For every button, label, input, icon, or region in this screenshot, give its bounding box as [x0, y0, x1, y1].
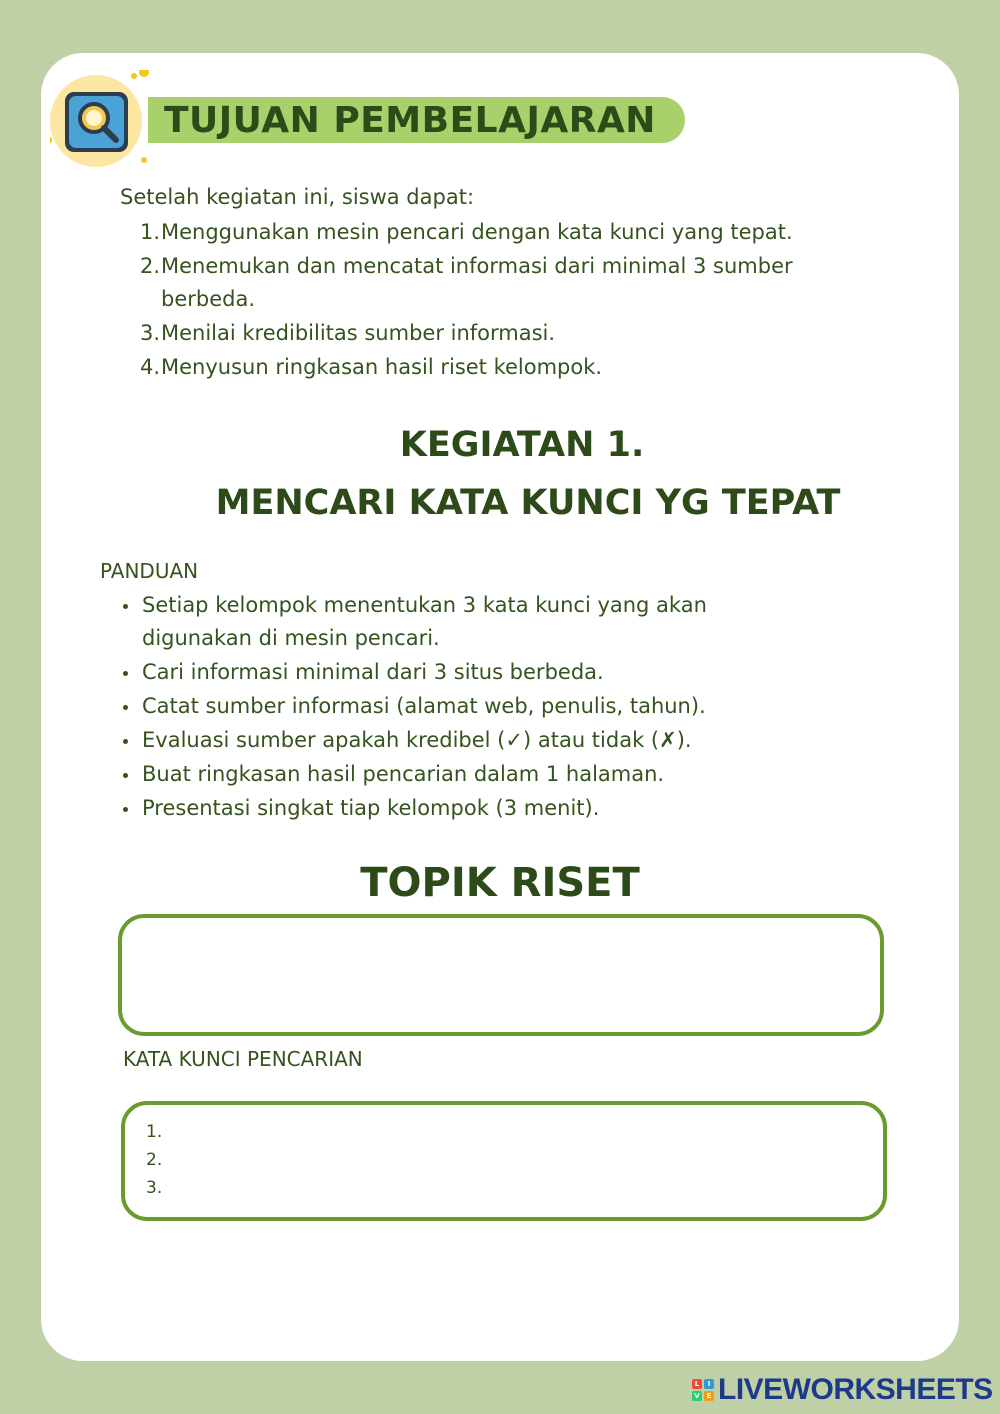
- activity-subtitle: MENCARI KATA KUNCI YG TEPAT: [215, 483, 841, 523]
- guide-label: PANDUAN: [100, 559, 199, 583]
- liveworksheets-logo-icon: L I V E: [692, 1379, 714, 1401]
- page-title: TUJUAN PEMBELAJARAN: [164, 100, 656, 141]
- keyword-line[interactable]: 1.: [146, 1122, 163, 1142]
- list-item: 1. Menggunakan mesin pencari dengan kata kunci yang tepat.: [140, 220, 793, 244]
- list-item: Buat ringkasan hasil pencarian dalam 1 halaman.: [120, 758, 820, 791]
- objectives-intro: Setelah kegiatan ini, siswa dapat:: [120, 185, 475, 209]
- keywords-label: KATA KUNCI PENCARIAN: [123, 1047, 363, 1071]
- list-item: Evaluasi sumber apakah kredibel (✓) atau tidak (✗).: [120, 724, 820, 757]
- keyword-line[interactable]: 2.: [146, 1150, 163, 1170]
- objectives-list: [120, 216, 890, 385]
- list-item: Catat sumber informasi (alamat web, penulis, tahun).: [120, 690, 820, 723]
- list-item: 3. Menilai kredibilitas sumber informasi.: [140, 321, 556, 345]
- list-item: 2. Menemukan dan mencatat informasi dari minimal 3 sumber berbeda.: [140, 254, 793, 311]
- list-item: Presentasi singkat tiap kelompok (3 menit).: [120, 792, 820, 825]
- list-item: Cari informasi minimal dari 3 situs berbeda.: [120, 656, 820, 689]
- topic-title: TOPIK RISET: [360, 860, 640, 906]
- activity-title: KEGIATAN 1.: [399, 425, 645, 465]
- list-item: Setiap kelompok menentukan 3 kata kunci yang akan digunakan di mesin pencari.: [120, 589, 820, 655]
- guide-list: [120, 589, 820, 826]
- topic-input-box[interactable]: [118, 914, 884, 1036]
- keyword-line[interactable]: 3.: [146, 1178, 163, 1198]
- magnifier-icon: [50, 70, 150, 170]
- keywords-list: [146, 1118, 162, 1202]
- footer-brand-text: LIVEWORKSHEETS: [718, 1373, 993, 1406]
- list-item: 4. Menyusun ringkasan hasil riset kelompok.: [140, 355, 603, 379]
- footer-brand[interactable]: [692, 1372, 993, 1408]
- keywords-input-box[interactable]: [121, 1101, 887, 1221]
